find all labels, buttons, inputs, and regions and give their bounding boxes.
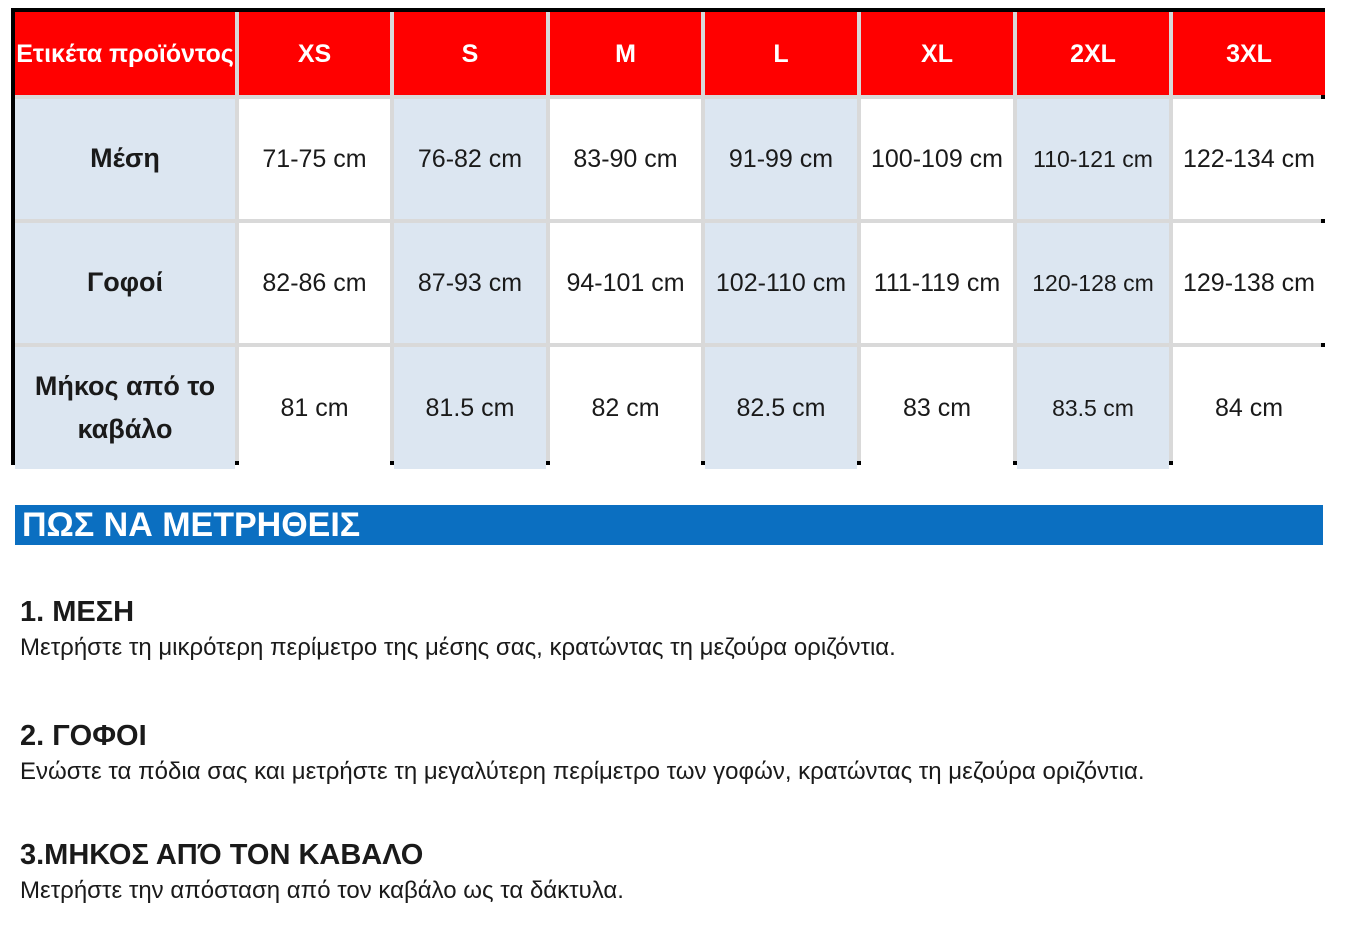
cell-hips-xs: 82-86 cm xyxy=(239,223,390,343)
row-label-hips: Γοφοί xyxy=(15,223,235,343)
instruction-text: Μετρήστε την απόσταση από τον καβάλο ως τα δάκτυλα. xyxy=(20,877,624,904)
header-product-label: Ετικέτα προϊόντος xyxy=(15,12,235,95)
cell-inseam-l: 82.5 cm xyxy=(705,347,857,469)
cell-inseam-xs: 81 cm xyxy=(239,347,390,469)
cell-hips-2xl: 120-128 cm xyxy=(1017,223,1169,343)
size-chart-table xyxy=(11,8,1325,465)
header-size-s: S xyxy=(394,12,546,95)
cell-waist-s: 76-82 cm xyxy=(394,99,546,219)
header-size-m: M xyxy=(550,12,701,95)
instruction-heading: 3.ΜΗΚΟΣ ΑΠΌ ΤΟΝ ΚΑΒΑΛΟ xyxy=(20,839,424,871)
cell-hips-3xl: 129-138 cm xyxy=(1173,223,1325,343)
cell-waist-xs: 71-75 cm xyxy=(239,99,390,219)
cell-hips-m: 94-101 cm xyxy=(550,223,701,343)
cell-hips-l: 102-110 cm xyxy=(705,223,857,343)
cell-hips-xl: 111-119 cm xyxy=(861,223,1013,343)
cell-waist-2xl: 110-121 cm xyxy=(1017,99,1169,219)
cell-inseam-2xl: 83.5 cm xyxy=(1017,347,1169,469)
cell-inseam-m: 82 cm xyxy=(550,347,701,469)
cell-hips-s: 87-93 cm xyxy=(394,223,546,343)
instruction-heading: 2. ΓΟΦΟΙ xyxy=(20,720,147,752)
cell-inseam-xl: 83 cm xyxy=(861,347,1013,469)
cell-inseam-s: 81.5 cm xyxy=(394,347,546,469)
instruction-inseam xyxy=(20,837,624,907)
header-size-3xl: 3XL xyxy=(1173,12,1325,95)
instruction-heading: 1. ΜΕΣΗ xyxy=(20,596,135,628)
cell-waist-xl: 100-109 cm xyxy=(861,99,1013,219)
instruction-text: Μετρήστε τη μικρότερη περίμετρο της μέσης σας, κρατώντας τη μεζούρα οριζόντια. xyxy=(20,634,896,661)
cell-waist-l: 91-99 cm xyxy=(705,99,857,219)
header-size-2xl: 2XL xyxy=(1017,12,1169,95)
cell-waist-3xl: 122-134 cm xyxy=(1173,99,1325,219)
row-label-inseam: Μήκος από το καβάλο xyxy=(15,347,235,469)
header-size-xs: XS xyxy=(239,12,390,95)
cell-waist-m: 83-90 cm xyxy=(550,99,701,219)
row-label-waist: Μέση xyxy=(15,99,235,219)
howto-banner: ΠΩΣ ΝΑ ΜΕΤΡΗΘΕΙΣ xyxy=(15,505,1323,545)
instruction-text: Ενώστε τα πόδια σας και μετρήστε τη μεγαλύτερη περίμετρο των γοφών, κρατώντας τη μεζούρα οριζόντια. xyxy=(20,758,1145,785)
instruction-waist xyxy=(20,594,896,664)
header-size-xl: XL xyxy=(861,12,1013,95)
cell-inseam-3xl: 84 cm xyxy=(1173,347,1325,469)
instruction-hips xyxy=(20,718,1144,788)
header-size-l: L xyxy=(705,12,857,95)
